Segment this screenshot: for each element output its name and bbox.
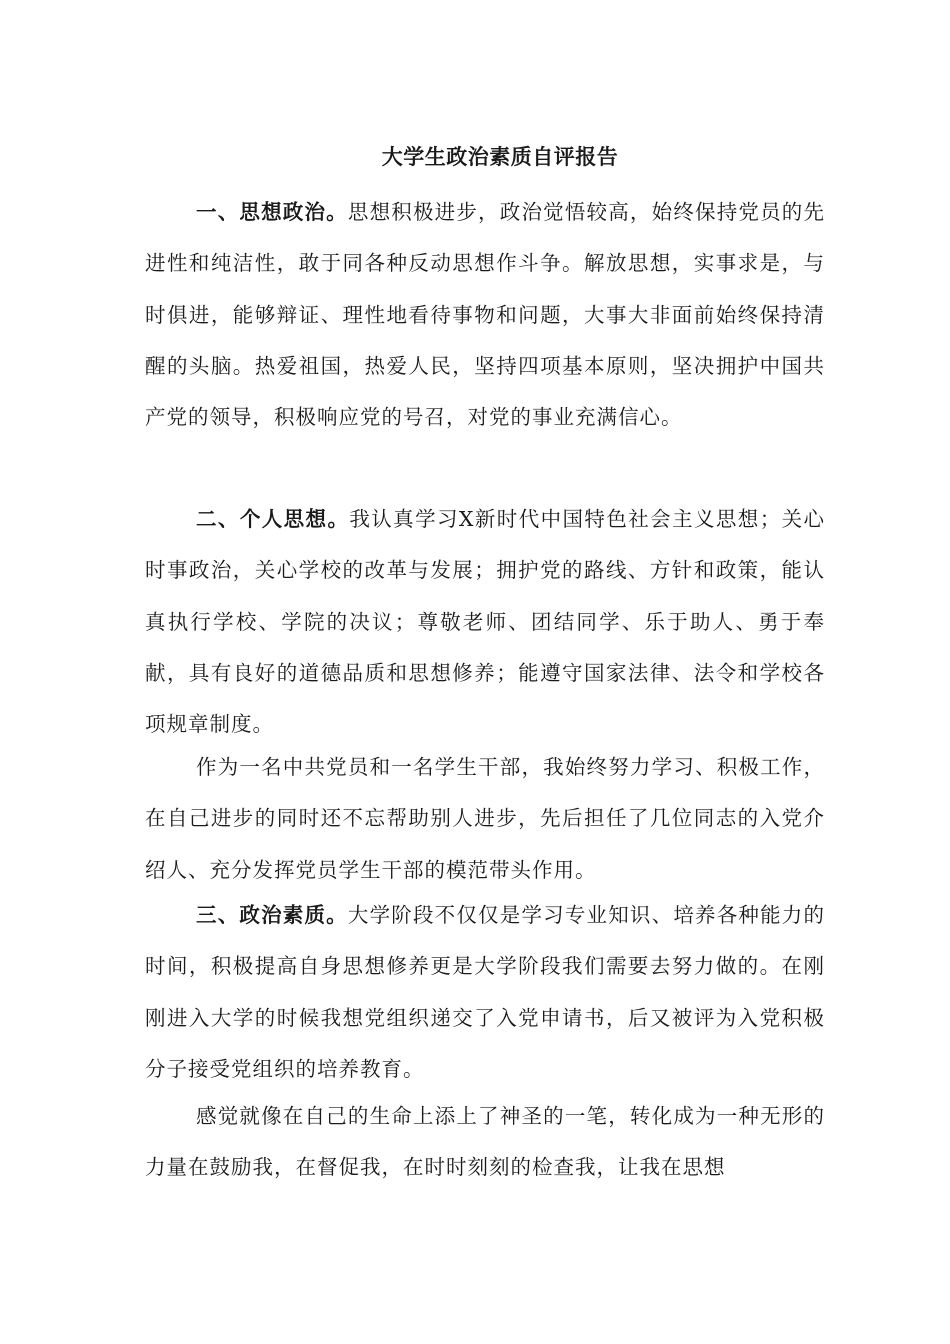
paragraph-heading: 三、政治素质。: [196, 903, 348, 927]
paragraph-heading: 二、个人思想。: [196, 507, 350, 531]
paragraph-party-member: [145, 742, 825, 896]
paragraph-text: 我认真学习X新时代中国特色社会主义思想；关心时事政治，关心学校的改革与发展；拥护党的路线、方针和政策，能认真执行学校、学院的决议；尊敬老师、团结同学、乐于助人、勇于奉献，具有良好的道德品质和思想修养；能遵守国家法律、法令和学校各项规章制度。: [145, 507, 826, 737]
paragraph-text: 作为一名中共党员和一名学生干部，我始终努力学习、积极工作，在自己进步的同时还不忘帮助别人进步，先后担任了几位同志的入党介绍人、充分发挥党员学生干部的模范带头作用。: [145, 755, 825, 882]
paragraph-text: 感觉就像在自己的生命上添上了神圣的一笔，转化成为一种无形的力量在鼓励我，在督促我，在时时刻刻的检查我，让我在思想: [145, 1104, 825, 1180]
paragraph-text: 思想积极进步，政治觉悟较高，始终保持党员的先进性和纯洁性，敢于同各种反动思想作斗争。解放思想，实事求是，与时俱进，能够辩证、理性地看待事物和问题，大事大非面前始终保持清醒的头脑。热爱祖国，热爱人民，坚持四项基本原则，坚决拥护中国共产党的领导，积极响应党的号召，对党的事业充满信心。: [145, 200, 825, 430]
paragraph-personal-thought: [145, 494, 825, 750]
paragraph-heading: 一、思想政治。: [196, 200, 348, 224]
paragraph-political-quality: [145, 890, 825, 1095]
paragraph-feeling: [145, 1091, 825, 1194]
paragraph-text: 大学阶段不仅仅是学习专业知识、培养各种能力的时间，积极提高自身思想修养更是大学阶段我们需要去努力做的。在刚刚进入大学的时候我想党组织递交了入党申请书，后又被评为入党积极分子接受党组织的培养教育。: [145, 903, 825, 1081]
paragraph-ideology: [145, 187, 825, 443]
document-title: 大学生政治素质自评报告: [381, 144, 619, 169]
